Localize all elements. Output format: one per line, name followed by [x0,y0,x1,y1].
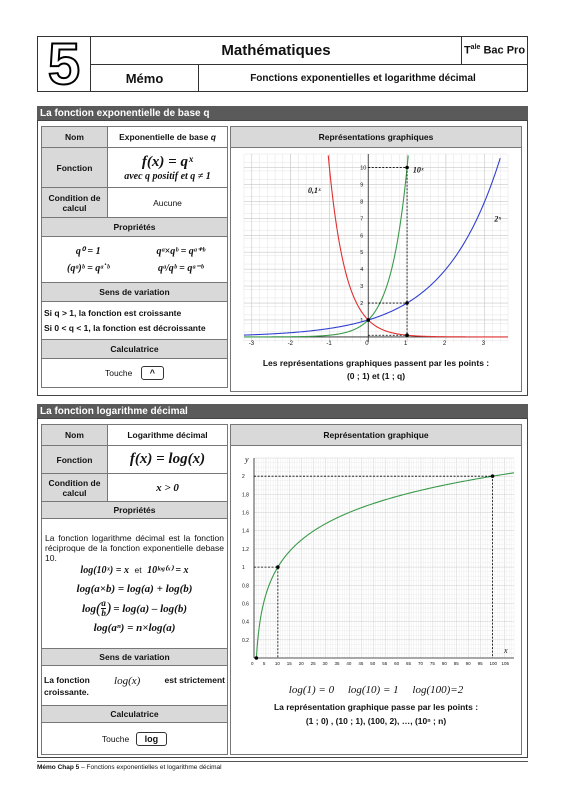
x-tick-label: 10 [274,661,280,666]
y-tick-label: 1.6 [242,510,249,517]
x-tick-label: 65 [406,661,412,666]
point-marker [405,333,409,337]
chapter-number-box [37,31,91,97]
log-chart [232,448,520,670]
level-label [461,36,528,65]
log-props: La fonction logarithme décimal est la fonction réciproque de la fonction exponentielle debase 10. log(10ˣ) = x et 10ˡᵒᵍ⁽ˣ⁾ = x log(a×b) = log(a) + log(b) log ( a b ) = log(a) – log(b) log(aⁿ) = n×log(a) [42,519,228,649]
log-graph-cell [231,446,522,755]
log-caption-1: La représentation graphique passe par les points : [273,702,479,712]
point-marker [405,301,409,305]
subject-title: Mathématiques [90,36,462,65]
x-tick-label: 40 [346,661,352,666]
log-table [41,424,228,755]
x-tick-label: 35 [334,661,340,666]
prop-product: qᵃ×qᵇ = qᵃ⁺ᵇ [156,245,205,257]
x-tick-label: 90 [465,661,471,666]
y-tick-label: 0.6 [242,601,249,608]
row-condition: Condition de calcul [42,188,108,218]
x-tick-label: 1 [404,340,408,347]
exp-graph-title: Représentations graphiques [231,127,522,148]
label-0-1-x: 0,1ˣ [308,185,321,195]
col-nom-2: Nom [42,425,108,446]
exp-calc-title: Calculatrice [42,340,228,359]
exp-graph-table [230,126,522,392]
x-tick-label: 20 [298,661,304,666]
y-tick-label: 2 [360,301,364,308]
x-tick-label: 50 [370,661,376,666]
log-variation-title: Sens de variation [42,649,228,666]
prop-q0: q⁰ = 1 [75,245,101,257]
x-tick-label: -2 [287,340,293,347]
x-axis-label: x [504,646,508,655]
exp-formula: f(x) = qˣ [141,153,194,170]
x-tick-label: 3 [481,340,486,347]
y-tick-label: 1 [360,317,364,324]
log-formula: f(x) = log(x) [108,446,228,474]
x-tick-label: 105 [501,661,509,666]
x-tick-label: 70 [417,661,423,666]
log-graph-table [230,424,522,755]
log-name: Logarithme décimal [108,425,228,446]
exp-caption-2: (0 ; 1) et (1 ; q) [346,371,406,381]
y-tick-label: 8 [360,199,364,206]
exp-proprietes-title: Propriétés [42,218,228,237]
x-tick-label: 95 [477,661,483,666]
exp-condition: Aucune [108,188,228,218]
header [37,31,528,97]
section2-band: La fonction logarithme décimal [37,404,528,418]
col-nom: Nom [42,127,108,148]
prop-power: (qᵃ)ᵇ = qᵃ˙ᵇ [67,262,110,274]
point-marker [255,656,259,660]
section1-band: La fonction exponentielle de base q [37,106,528,120]
memo-title: Fonctions exponentielles et logarithme décimal [198,64,528,92]
exp-calc: Touche ^ [42,359,228,388]
y-tick-label: 5 [360,250,364,257]
exp-variation-title: Sens de variation [42,283,228,302]
point-marker [491,474,495,478]
x-tick-label: 0 [251,661,254,666]
y-tick-label: 6 [360,233,364,240]
log-calc-title: Calculatrice [42,706,228,723]
row-fonction-2: Fonction [42,446,108,474]
level-text: $T^{ale}$ Bac Pro [463,44,526,57]
x-tick-label: -1 [326,340,332,347]
x-tick-label: 25 [310,661,316,666]
row-fonction: Fonction [42,148,108,188]
memo-label: Mémo [90,64,199,92]
exp-formula-cond: avec q positif et q ≠ 1 [124,170,211,182]
y-tick-label: 10 [360,165,367,172]
exp-chart [232,150,520,350]
x-tick-label: 75 [429,661,435,666]
x-tick-label: 30 [322,661,328,666]
label-10-x: 10ˣ [412,165,424,175]
y-tick-label: 7 [360,216,364,223]
log-calc: Touche log [42,723,228,755]
x-tick-label: 60 [394,661,400,666]
log-condition: x > 0 [108,474,228,502]
y-tick-label: 1.8 [242,492,249,499]
footer-rule [37,761,528,762]
x-tick-label: -3 [248,340,255,347]
exp-name: Exponentielle de base q [108,127,228,148]
x-tick-label: 55 [382,661,388,666]
log-proprietes-title: Propriétés [42,502,228,519]
log-values-line: log(1) = 0 log(10) = 1 log(100)=2 [288,684,464,696]
y-tick-label: 4 [360,267,364,274]
log-caption-2: (1 ; 0) , (10 ; 1), (100, 2), …, (10ⁿ ; n) [305,716,447,726]
x-tick-label: 85 [453,661,459,666]
x-tick-label: 0 [365,340,369,347]
y-tick-label: 1.4 [242,528,249,535]
exp-table [41,126,228,388]
x-tick-label: 5 [262,661,266,666]
caret-key-icon: ^ [141,366,164,380]
y-tick-label: 0.4 [242,619,249,626]
x-tick-label: 100 [489,661,498,666]
y-tick-label: 0.8 [242,583,249,590]
log-variation: La fonction log(x) est strictement croissante. [42,666,228,706]
y-tick-label: 1 [242,565,245,572]
exp-formula-cell [108,148,228,188]
point-marker [366,318,370,322]
y-tick-label: 3 [360,284,364,291]
row-condition-2: Condition de calcul [42,474,108,502]
log-key-icon: log [136,732,168,746]
x-tick-label: 80 [441,661,447,666]
y-tick-label: 9 [360,182,364,189]
exp-graph-cell [231,148,522,392]
curve-0-1-power-x [328,155,508,336]
y-tick-label: 0.2 [242,637,249,644]
exp-variation: Si q > 1, la fonction est croissante Si 0 < q < 1, la fonction est décroissante [42,302,228,340]
label-2-x: 2ˣ [494,214,502,224]
exp-caption-1: Les représentations graphiques passent par les points : [262,358,490,368]
log-graph-title: Représentation graphique [231,425,522,446]
y-tick-label: 2 [242,474,245,481]
point-marker [276,565,280,569]
log-prop-power: log(aⁿ) = n×log(a) [93,622,176,634]
y-axis-label: y [245,455,249,464]
x-tick-label: 2 [442,340,447,347]
log-prop-quotient: log ( a b ) = log(a) – log(b) [81,598,187,618]
footer: Mémo Chap 5 – Fonctions exponentielles et logarithme décimal [37,764,222,771]
exp-props [42,237,228,283]
x-tick-label: 15 [286,661,292,666]
prop-quotient: qᵃ/qᵇ = qᵃ⁻ᵇ [157,262,204,274]
log-prop-product: log(a×b) = log(a) + log(b) [76,583,193,595]
chapter-number: 5 [47,31,81,97]
y-tick-label: 1.2 [242,546,249,553]
x-tick-label: 45 [358,661,364,666]
point-marker [405,166,409,170]
